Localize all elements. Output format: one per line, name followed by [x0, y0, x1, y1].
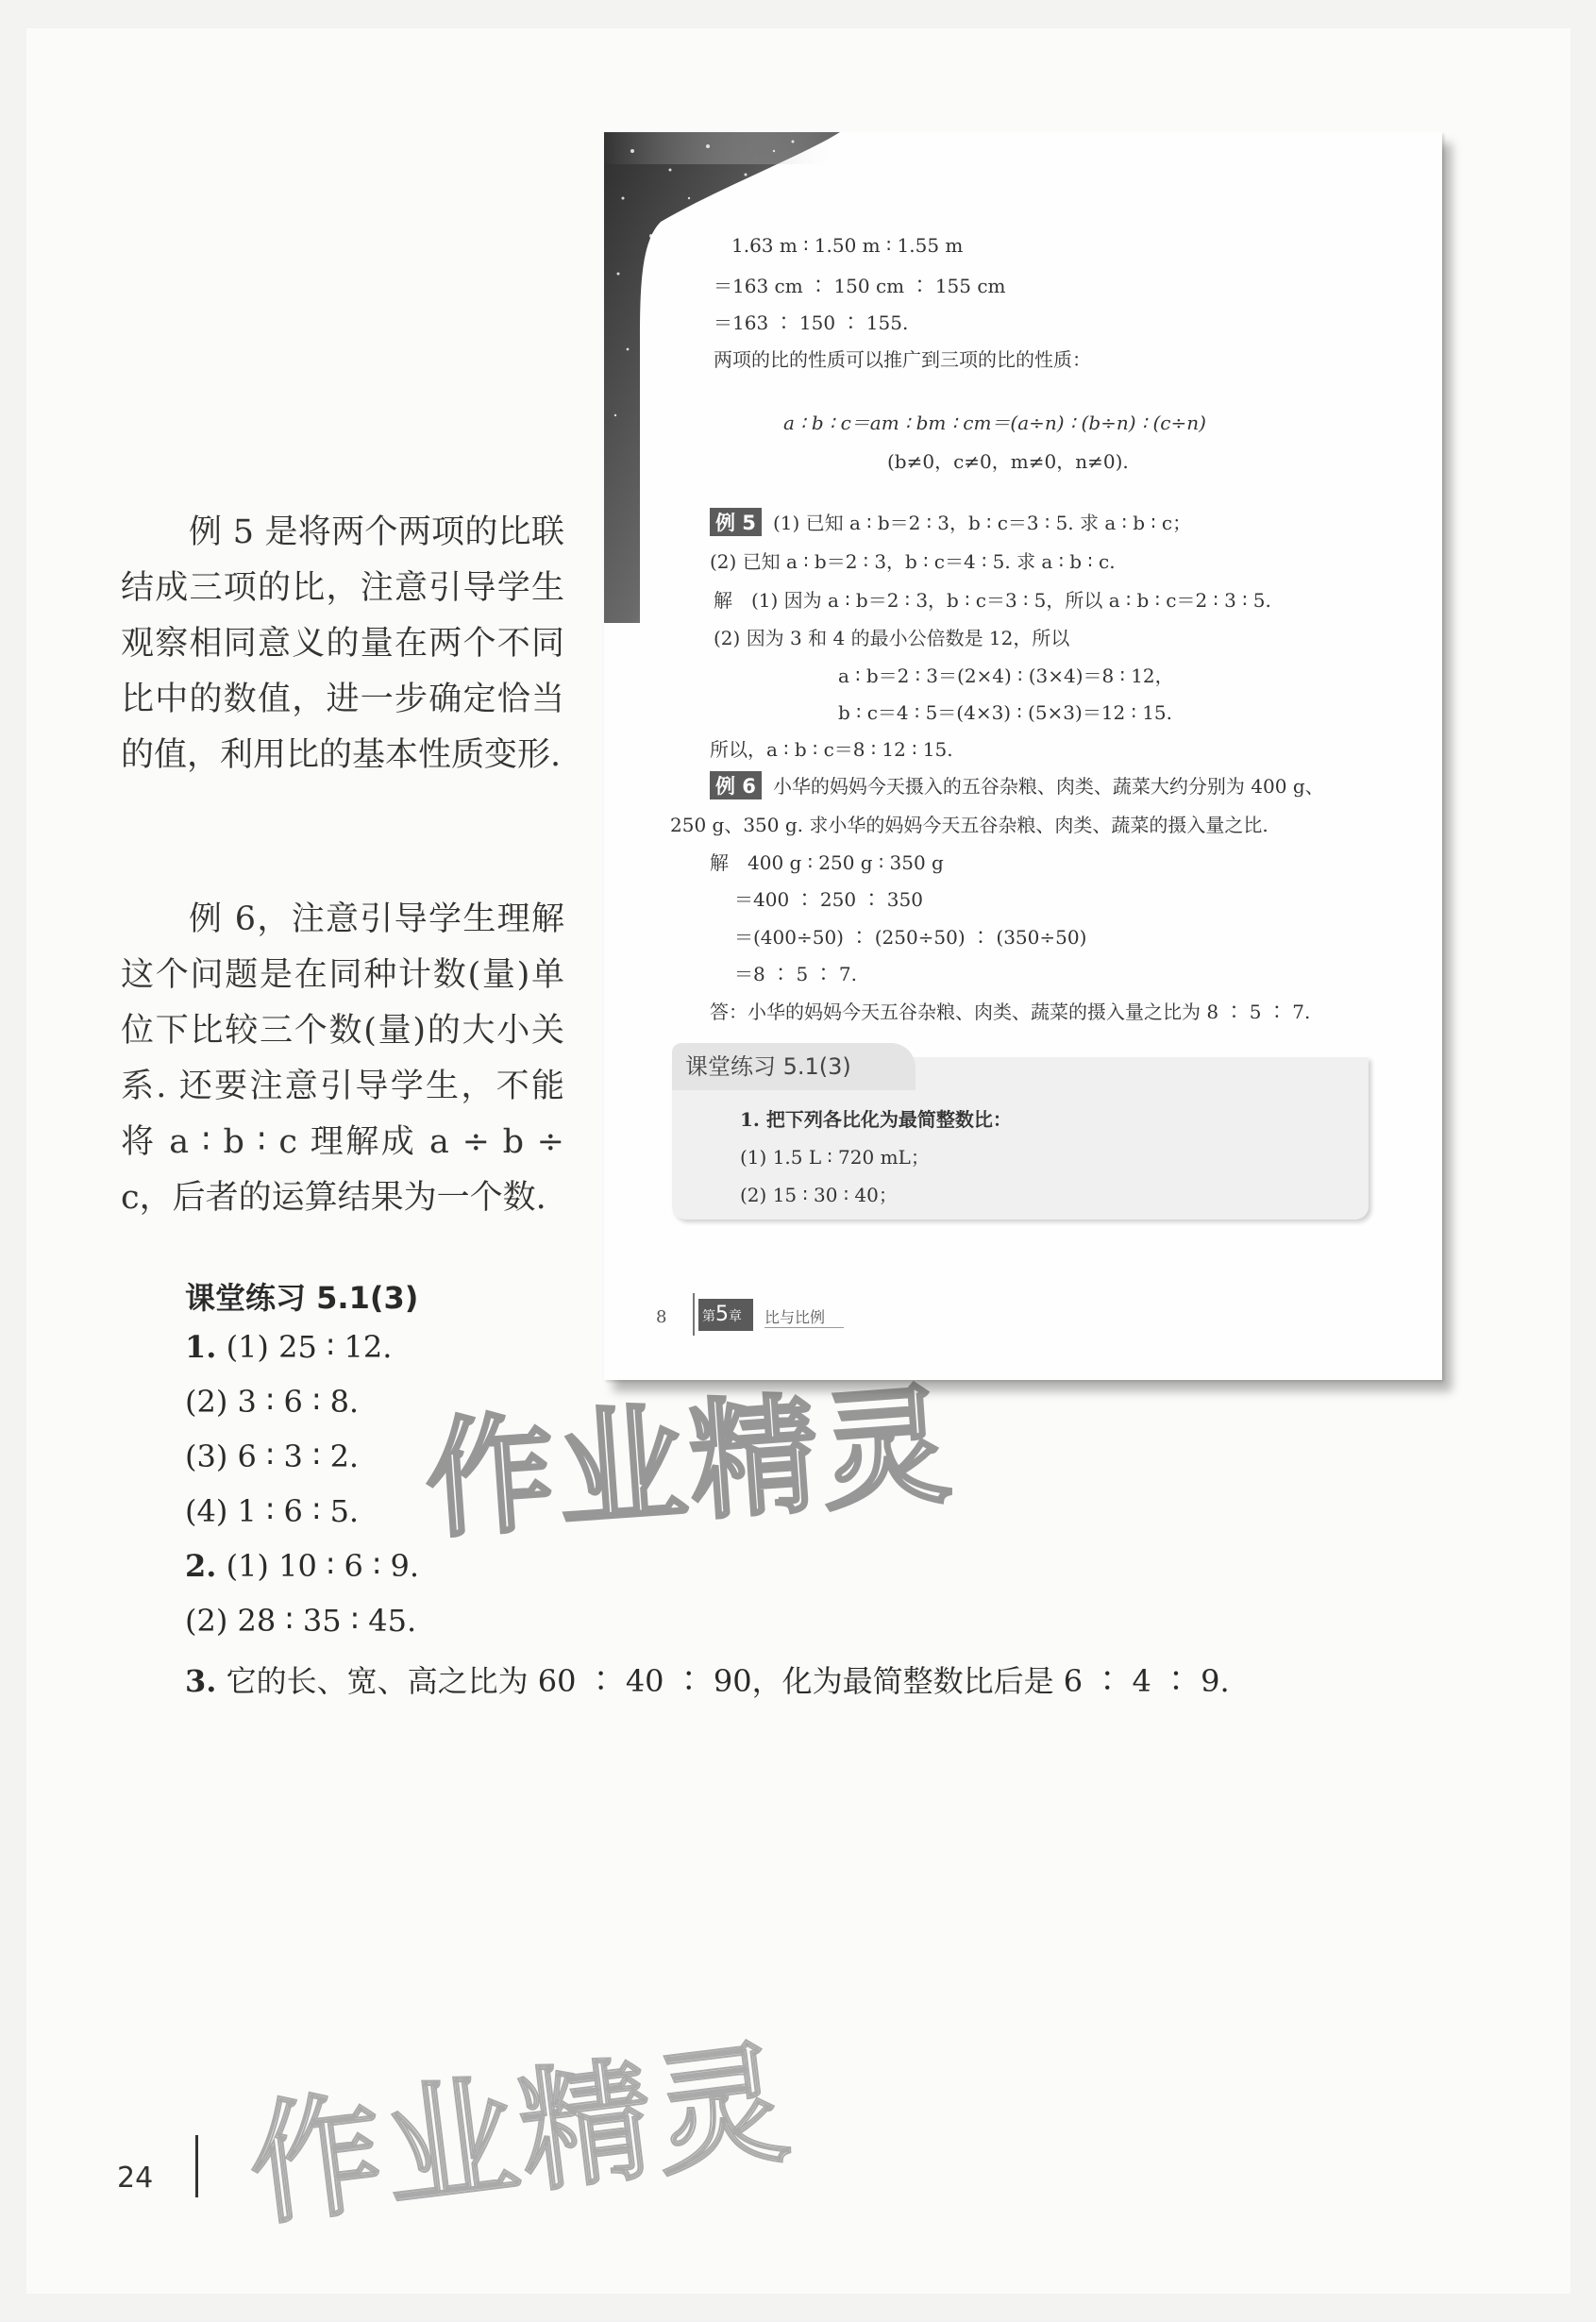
- chapter-prefix: 第: [702, 1309, 715, 1324]
- answer-1-c: (3) 6 ∶ 3 ∶ 2.: [185, 1439, 360, 1474]
- watermark-1: 作业精灵: [421, 1371, 959, 1557]
- page-number-divider: [195, 2135, 198, 2197]
- book-line-1: 1.63 m ∶ 1.50 m ∶ 1.55 m: [731, 234, 964, 257]
- note-example-5: [121, 505, 564, 783]
- example-6-solution-3: ＝(400÷50) ∶ (250÷50) ∶ (350÷50): [734, 926, 1087, 949]
- book-formula: a ∶ b ∶ c＝am ∶ bm ∶ cm＝(a÷n) ∶ (b÷n) ∶ (c÷n): [783, 412, 1206, 434]
- note-example-6-text: 例 6，注意引导学生理解这个问题是在同种计数(量)单位下比较三个数(量)的大小关系. 还要注意引导学生，不能将 a ∶ b ∶ c 理解成 a ÷ b ÷ c，后者的运算结果为一个数.: [121, 900, 564, 1217]
- example-6-q: 小华的妈妈今天摄入的五谷杂粮、肉类、蔬菜大约分别为 400 g、: [772, 775, 1324, 798]
- example-5-solution-1: 解 (1) 因为 a ∶ b＝2 ∶ 3，b ∶ c＝3 ∶ 5，所以 a ∶ b ∶ c＝2 ∶ 3 ∶ 5.: [714, 589, 1271, 612]
- answer-1-a-text: (1) 25 ∶ 12.: [226, 1329, 393, 1365]
- answer-3: [185, 1657, 1230, 1701]
- answer-2-a-text: (1) 10 ∶ 6 ∶ 9.: [226, 1548, 420, 1584]
- example-5-conclusion: 所以，a ∶ b ∶ c＝8 ∶ 12 ∶ 15.: [710, 738, 953, 761]
- example-5-solution-3: a ∶ b＝2 ∶ 3＝(2×4) ∶ (3×4)＝8 ∶ 12，: [838, 665, 1174, 687]
- example-6-answer: 答：小华的妈妈今天五谷杂粮、肉类、蔬菜的摄入量之比为 8 ∶ 5 ∶ 7.: [710, 1001, 1311, 1023]
- textbook-page-inset: [604, 132, 1442, 1380]
- example-5-tag: 例 5: [710, 508, 762, 536]
- example-6-tag: 例 6: [710, 771, 762, 799]
- note-example-6: [121, 892, 564, 1226]
- book-exercise-q1-b: (2) 15 ∶ 30 ∶ 40；: [740, 1184, 898, 1206]
- book-line-2: ＝163 cm ∶ 150 cm ∶ 155 cm: [714, 275, 1006, 297]
- book-chapter-title: 比与比例: [764, 1305, 844, 1328]
- answer-3-text: 它的长、宽、高之比为 60 ∶ 40 ∶ 90，化为最简整数比后是 6 ∶ 4 ∶ 9.: [226, 1663, 1230, 1699]
- example-5-q1: (1) 已知 a ∶ b＝2 ∶ 3，b ∶ c＝3 ∶ 5. 求 a ∶ b ∶ c；: [772, 512, 1192, 534]
- answer-1-a: [185, 1329, 392, 1365]
- answer-2-a: [185, 1548, 419, 1584]
- example-6-solution-2: ＝400 ∶ 250 ∶ 350: [734, 888, 923, 911]
- chapter-number: 5: [715, 1303, 729, 1326]
- example-6-q-cont: 250 g、350 g. 求小华的妈妈今天五谷杂粮、肉类、蔬菜的摄入量之比.: [670, 814, 1268, 836]
- example-5-q2: (2) 已知 a ∶ b＝2 ∶ 3，b ∶ c＝4 ∶ 5. 求 a ∶ b ∶ c.: [710, 550, 1116, 573]
- example-5-line-1: [710, 508, 1191, 536]
- chapter-suffix: 章: [729, 1309, 742, 1324]
- book-exercise-q1-a: (1) 1.5 L ∶ 720 mL；: [740, 1146, 930, 1169]
- example-6-solution-4: ＝8 ∶ 5 ∶ 7.: [734, 963, 857, 985]
- page-number: 24: [117, 2162, 154, 2195]
- book-line-4: 两项的比的性质可以推广到三项的比的性质：: [714, 348, 1091, 371]
- book-footer-divider: [693, 1293, 695, 1336]
- book-page-number: 8: [656, 1307, 667, 1327]
- example-5-solution-2: (2) 因为 3 和 4 的最小公倍数是 12，所以: [714, 627, 1070, 649]
- book-formula-condition: (b≠0，c≠0，m≠0，n≠0).: [887, 450, 1129, 473]
- example-6-line-1: [710, 771, 1324, 799]
- answer-1-number: 1.: [185, 1329, 217, 1365]
- answer-3-number: 3.: [185, 1663, 217, 1699]
- answer-1-b: (2) 3 ∶ 6 ∶ 8.: [185, 1384, 360, 1420]
- book-exercise-title: 课堂练习 5.1(3): [672, 1043, 916, 1090]
- book-chapter-badge: [698, 1299, 753, 1331]
- answer-2-b: (2) 28 ∶ 35 ∶ 45.: [185, 1603, 417, 1639]
- book-exercise-q1: 1. 把下列各比化为最简整数比：: [740, 1108, 1012, 1131]
- answers-title: 课堂练习 5.1(3): [185, 1280, 419, 1316]
- watermark-2: 作业精灵: [241, 2026, 800, 2246]
- example-5-solution-4: b ∶ c＝4 ∶ 5＝(4×3) ∶ (5×3)＝12 ∶ 15.: [838, 701, 1173, 724]
- book-line-3: ＝163 ∶ 150 ∶ 155.: [714, 311, 909, 334]
- note-example-5-text: 例 5 是将两个两项的比联结成三项的比，注意引导学生观察相同意义的量在两个不同比中的数值，进一步确定恰当的值，利用比的基本性质变形.: [121, 513, 564, 774]
- answer-2-number: 2.: [185, 1548, 217, 1584]
- answer-1-d: (4) 1 ∶ 6 ∶ 5.: [185, 1493, 360, 1529]
- example-6-solution-1: 解 400 g ∶ 250 g ∶ 350 g: [710, 851, 944, 874]
